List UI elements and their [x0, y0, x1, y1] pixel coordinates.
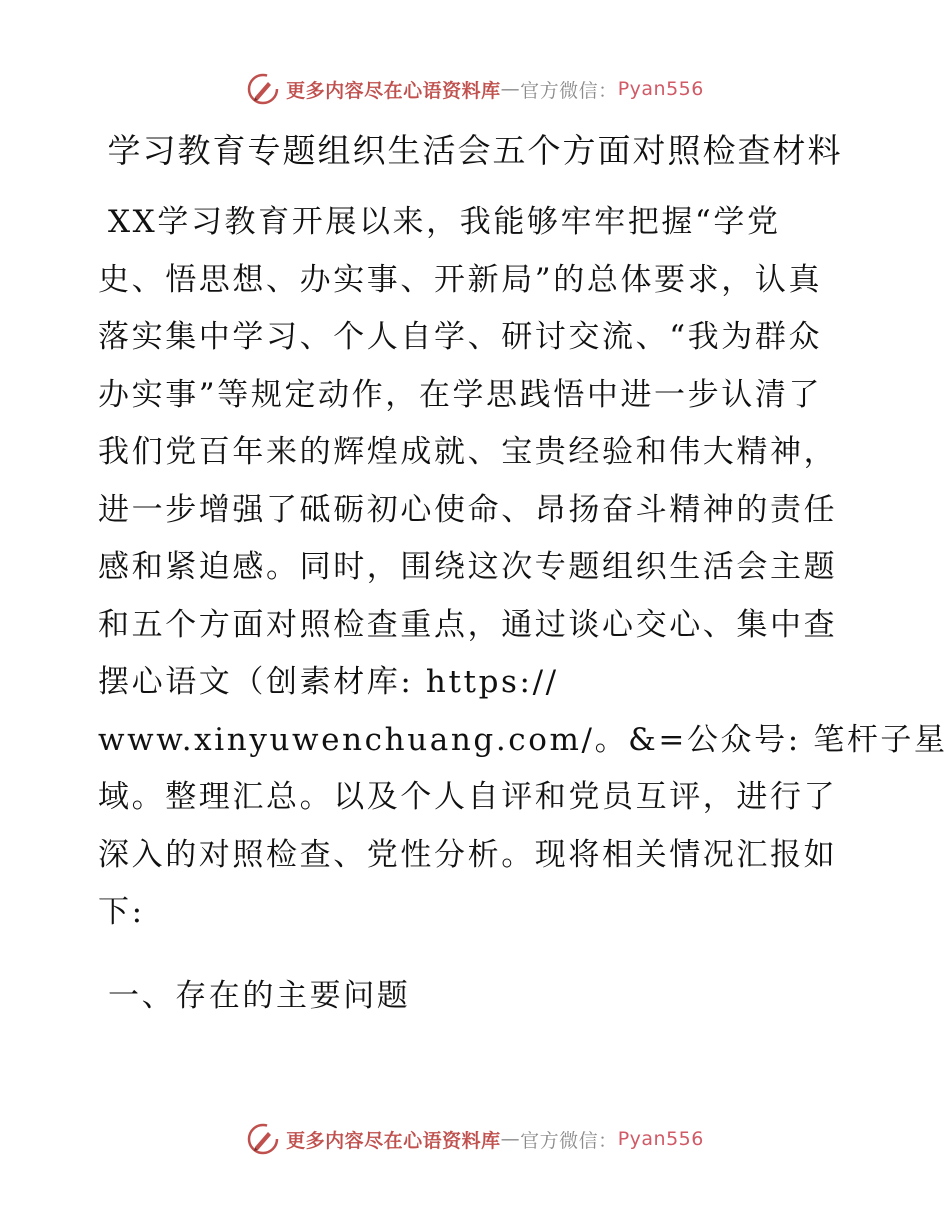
banner-wechat-label: 官方微信： — [520, 1129, 618, 1152]
document-body — [98, 194, 948, 942]
banner-dash: — — [500, 78, 521, 100]
body-line: 落实集中学习、个人自学、研讨交流、“我为群众 — [98, 319, 823, 355]
banner-dash: — — [500, 1128, 521, 1150]
banner-main-text: 更多内容尽在心语资料库 — [286, 1129, 501, 1152]
banner-main-text: 更多内容尽在心语资料库 — [286, 79, 501, 102]
body-line: 史、悟思想、办实事、开新局”的总体要求，认真 — [98, 261, 823, 298]
section-heading: 一、存在的主要问题 — [108, 978, 411, 1014]
body-line: 办实事”等规定动作，在学思践悟中进一步认清了 — [98, 376, 823, 413]
document-title: 学习教育专题组织生活会五个方面对照检查材料 — [107, 131, 843, 170]
body-line: 我们党百年来的辉煌成就、宝贵经验和伟大精神， — [98, 434, 838, 470]
body-line: www.xinyuwenchuang.com/。&=公众号: 笔杆子星 — [98, 721, 948, 758]
body-line: 感和紧迫感。同时，围绕这次专题组织生活会主题 — [98, 549, 838, 585]
body-line: 深入的对照检查、党性分析。现将相关情况汇报如 — [98, 836, 838, 873]
footer-banner — [0, 1122, 950, 1156]
pen-logo-icon — [246, 72, 280, 106]
body-line: 进一步增强了砥砺初心使命、昂扬奋斗精神的责任 — [98, 491, 838, 528]
banner-wechat-id: Pyan556 — [617, 1128, 704, 1150]
body-line: 域。整理汇总。以及个人自评和党员互评，进行了 — [98, 779, 838, 815]
body-line: 摆心语文（创素材库: https:// — [98, 664, 559, 700]
banner-wechat-id: Pyan556 — [617, 78, 704, 100]
banner-wechat-label: 官方微信： — [520, 79, 618, 102]
body-line: 下: — [98, 894, 145, 930]
body-line: 和五个方面对照检查重点，通过谈心交心、集中查 — [98, 606, 838, 643]
pen-logo-icon — [246, 1122, 280, 1156]
body-line: XX学习教育开展以来，我能够牢牢把握“学党 — [108, 204, 781, 240]
header-banner — [0, 72, 950, 106]
